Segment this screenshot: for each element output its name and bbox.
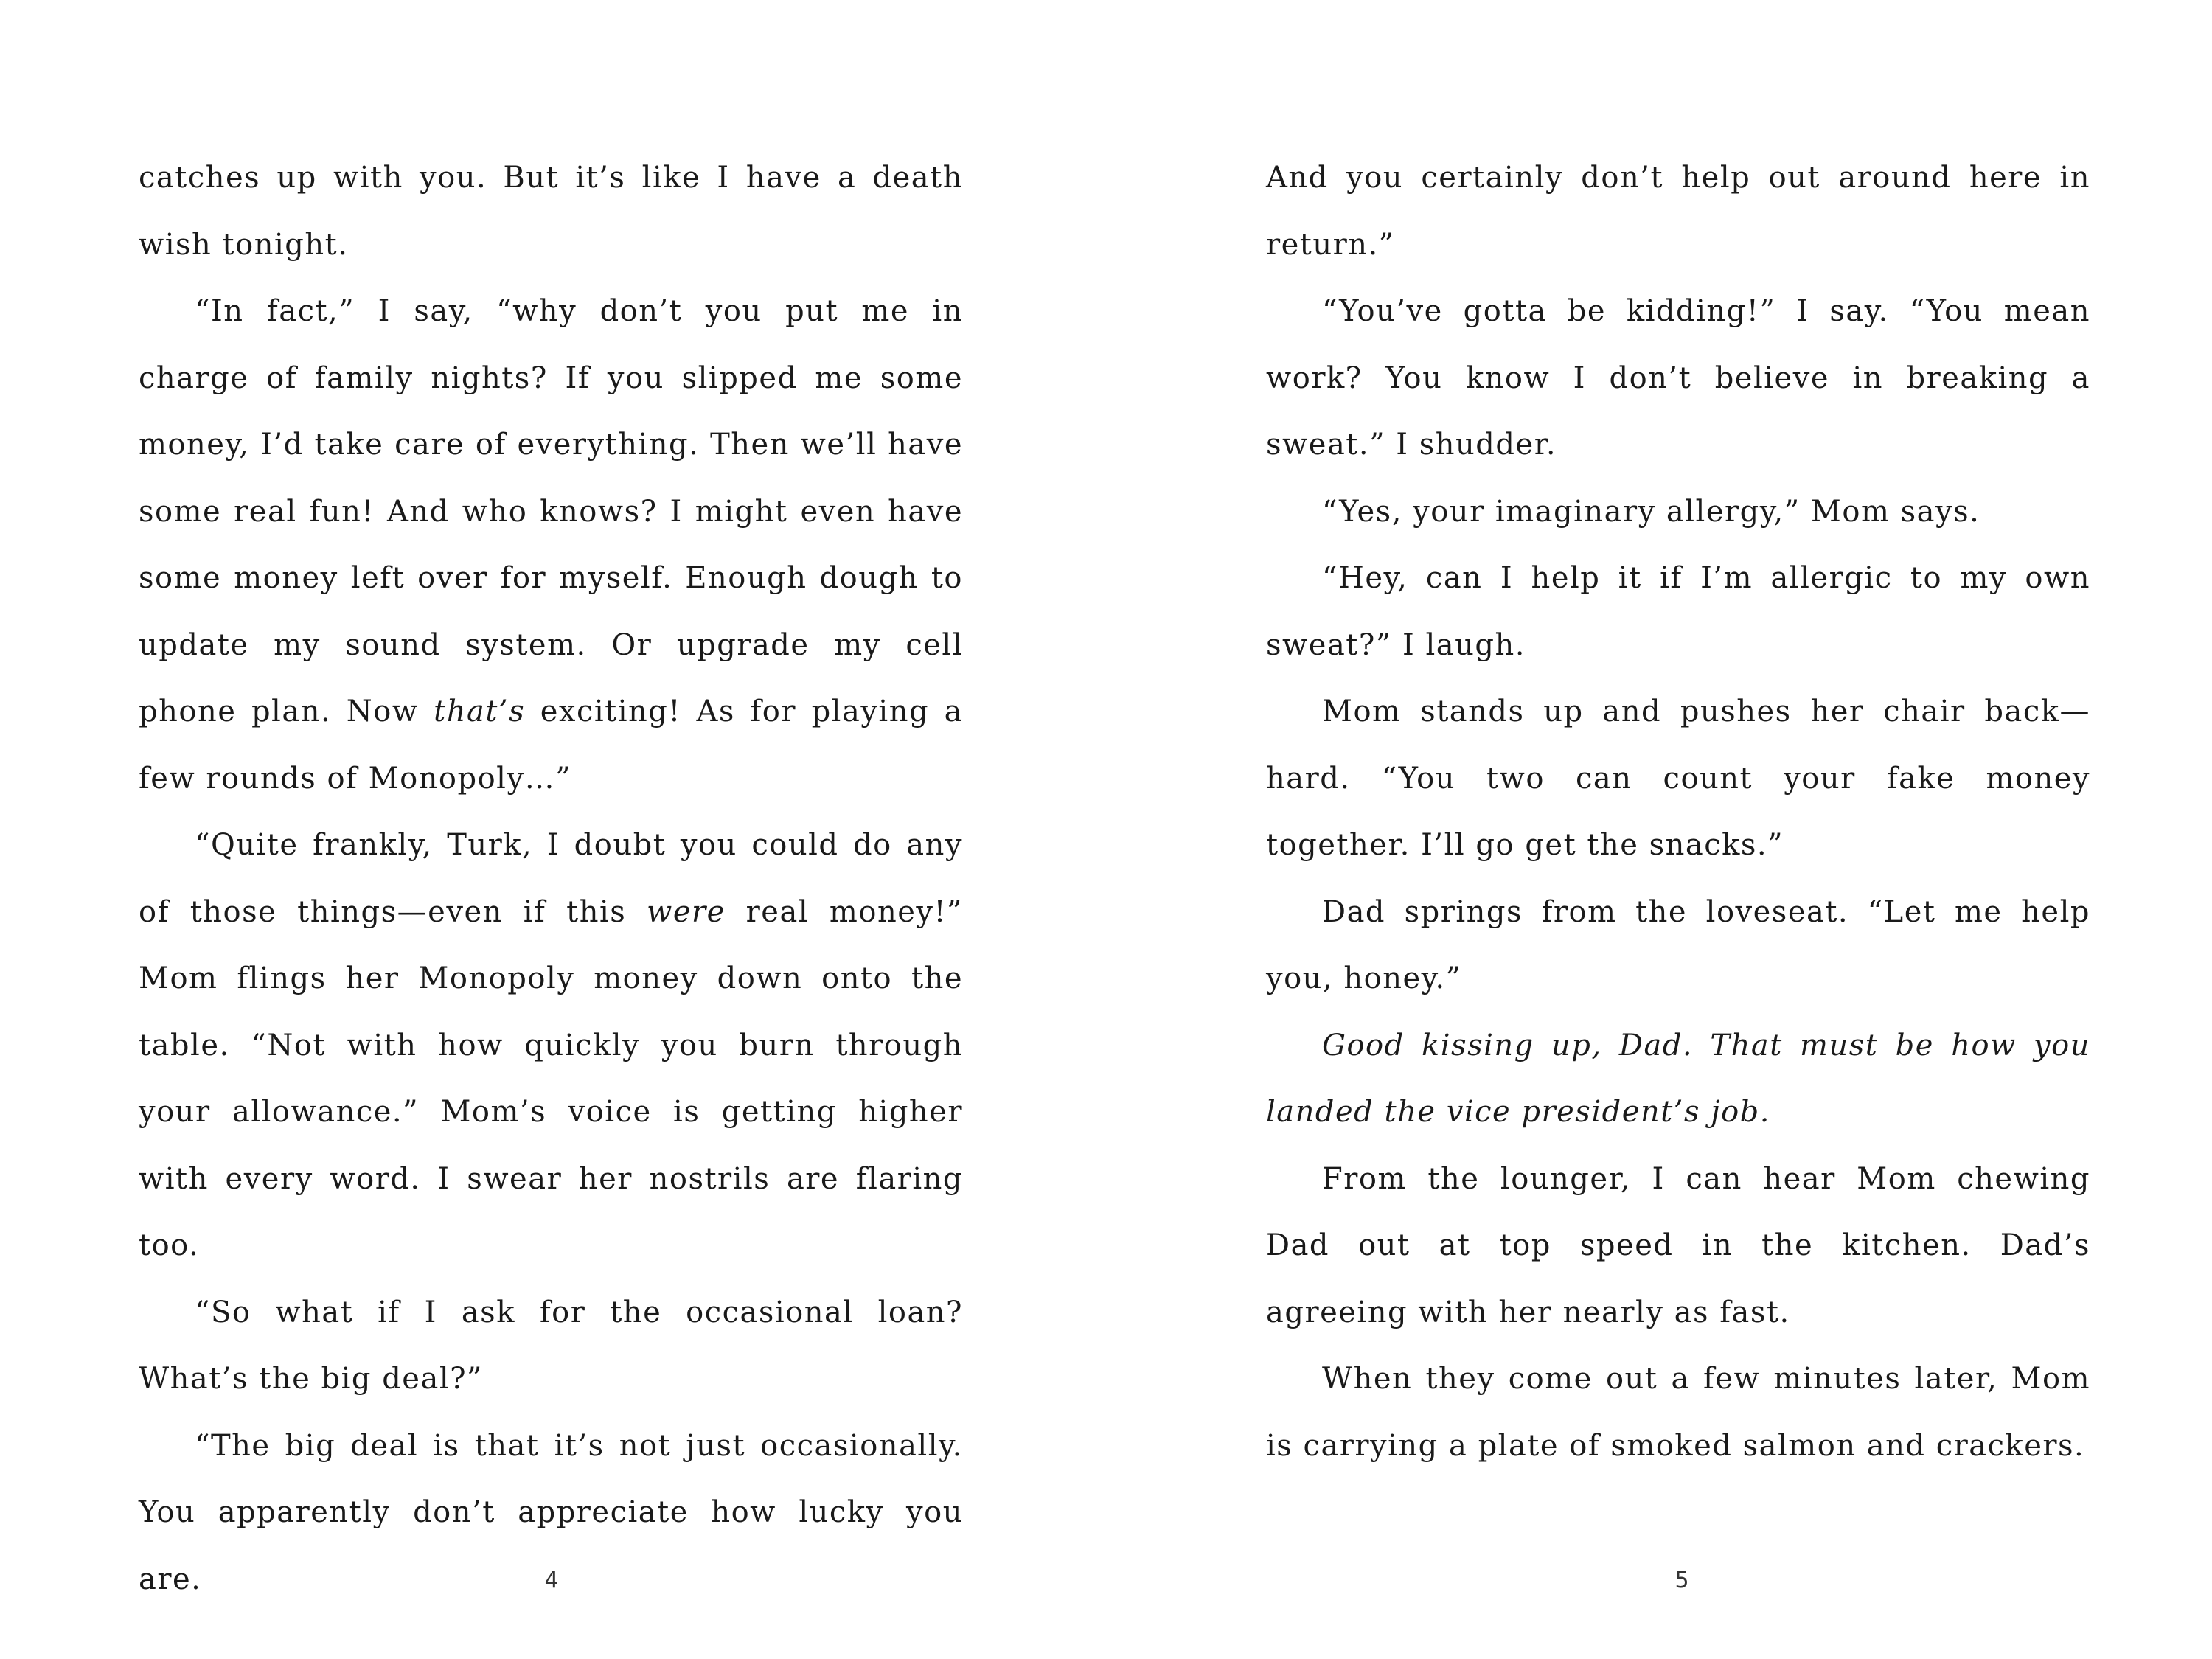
paragraph-text: “You’ve gotta be kidding!” I say. “You mean work? You know I don’t believe in breaking a sweat.” I shudder. xyxy=(1266,294,2090,462)
paragraph xyxy=(1266,1012,2090,1146)
paragraph xyxy=(1266,278,2090,479)
paragraph xyxy=(1266,145,2090,278)
italic-text: were xyxy=(647,894,726,929)
page-number: 5 xyxy=(1674,1568,1689,1593)
paragraph-text: Mom stands up and pushes her chair back—hard. “You two can count your fake money together. I’ll go get the snacks.” xyxy=(1266,695,2090,862)
paragraph-text: exciting! As for playing a few rounds of Monopoly…” xyxy=(139,695,963,796)
paragraph xyxy=(1266,1346,2090,1479)
paragraph-text: catches up with you. But it’s like I have a death wish tonight. xyxy=(139,161,963,262)
paragraph xyxy=(1266,678,2090,879)
paragraph-text: From the lounger, I can hear Mom chewing Dad out at top speed in the kitchen. Dad’s agreeing with her nearly as fast. xyxy=(1266,1161,2090,1329)
paragraph xyxy=(139,1279,963,1413)
right-page xyxy=(1106,0,2212,1659)
paragraph-text: “Yes, your imaginary allergy,” Mom says. xyxy=(1322,494,1980,529)
paragraph-text: And you certainly don’t help out around here in return.” xyxy=(1266,161,2090,262)
paragraph-text: “The big deal is that it’s not just occasionally. You apparently don’t appreciate how lucky you are. xyxy=(139,1428,963,1596)
paragraph-text: “Hey, can I help it if I’m allergic to my own sweat?” I laugh. xyxy=(1266,561,2090,662)
paragraph xyxy=(1266,545,2090,678)
paragraph-text: Dad springs from the loveseat. “Let me help you, honey.” xyxy=(1266,894,2090,995)
left-page-text xyxy=(139,145,963,1613)
paragraph xyxy=(1266,879,2090,1012)
paragraph xyxy=(139,812,963,1279)
page-number: 4 xyxy=(544,1568,559,1593)
right-page-text xyxy=(1266,145,2090,1479)
paragraph xyxy=(1266,479,2090,546)
paragraph xyxy=(139,145,963,278)
italic-text: that’s xyxy=(434,695,526,728)
paragraph-text: When they come out a few minutes later, Mom is carrying a plate of smoked salmon and crackers. xyxy=(1266,1362,2090,1463)
paragraph xyxy=(1266,1146,2090,1346)
paragraph-text: real money!” Mom flings her Monopoly money down onto the table. “Not with how quickly you burn through your allowance.” Mom’s voice is getting higher with every word. I swear her nostrils are flaring too. xyxy=(139,894,964,1262)
paragraph-text: “Quite frankly, Turk, I doubt you could do any of those things—even if this xyxy=(139,828,963,929)
paragraph xyxy=(139,278,963,812)
paragraph-text: “In fact,” I say, “why don’t you put me in charge of family nights? If you slipped me some money, I’d take care of everything. Then we’ll have some real fun! And who knows? I might even have some money left over for myself. Enough dough to update my sound system. Or upgrade my cell phone plan. Now xyxy=(139,294,963,728)
italic-text: Good kissing up, Dad. That must be how you landed the vice president’s job. xyxy=(1266,1028,2090,1129)
paragraph-text: “So what if I ask for the occasional loan? What’s the big deal?” xyxy=(139,1295,963,1396)
